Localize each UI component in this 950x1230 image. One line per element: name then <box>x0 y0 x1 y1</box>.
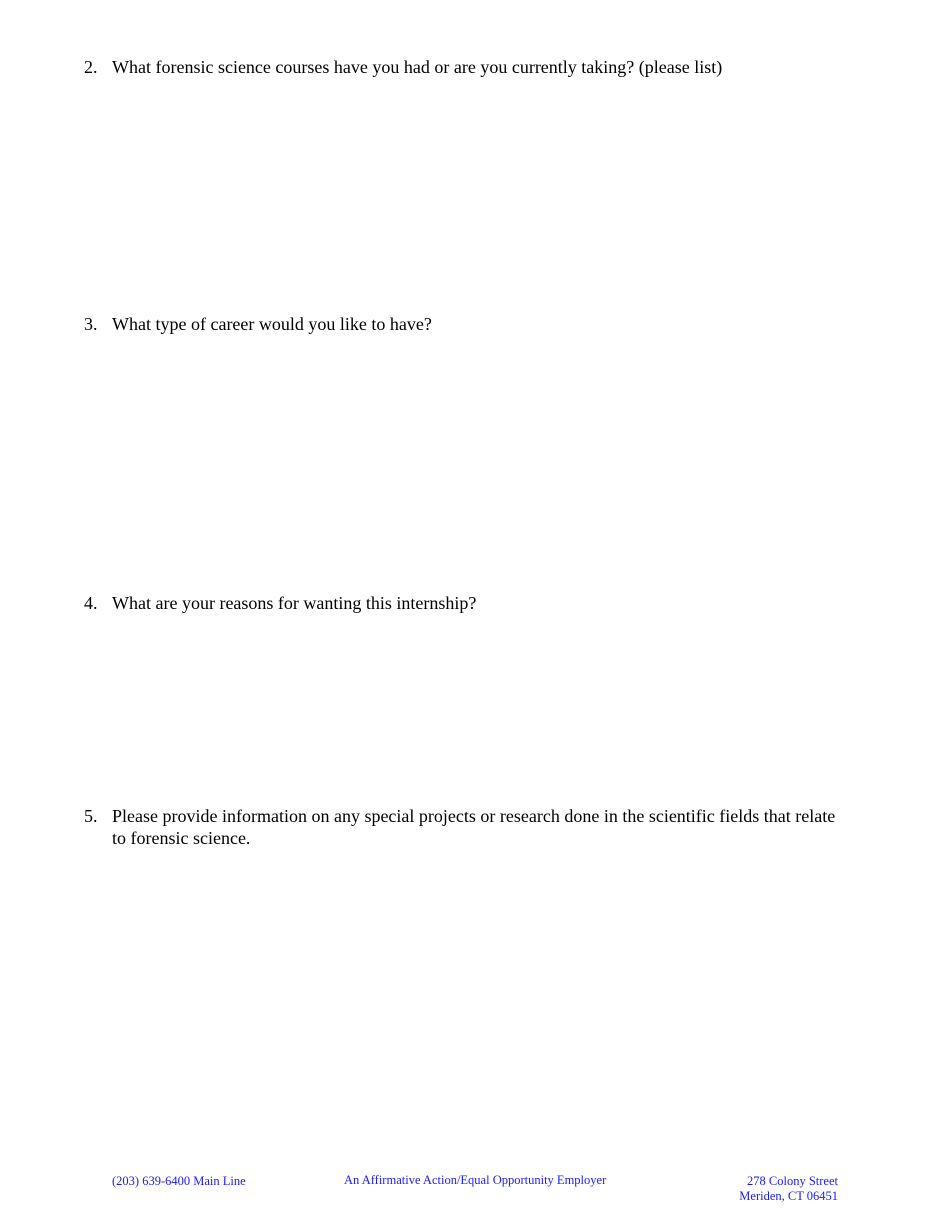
footer-phone: (203) 639-6400 Main Line <box>112 1174 246 1188</box>
question-text: Please provide information on any special projects or research done in the scientific fields that relate to forensic science. <box>112 806 836 848</box>
question-number: 2. <box>84 57 98 77</box>
footer-address-street: 278 Colony Street <box>747 1174 838 1188</box>
question-text: What forensic science courses have you had or are you currently taking? (please list) <box>112 57 723 77</box>
question-4 <box>84 592 844 614</box>
question-number: 3. <box>84 314 98 334</box>
question-3 <box>84 313 844 335</box>
footer-address-city: Meriden, CT 06451 <box>739 1189 838 1203</box>
question-text: What are your reasons for wanting this internship? <box>112 593 477 613</box>
question-number: 4. <box>84 593 98 613</box>
footer-address <box>739 1174 838 1204</box>
question-5 <box>84 805 844 849</box>
question-2 <box>84 56 844 78</box>
footer-eoe-statement: An Affirmative Action/Equal Opportunity Employer <box>344 1173 607 1187</box>
question-number: 5. <box>84 806 98 826</box>
question-text: What type of career would you like to have? <box>112 314 432 334</box>
